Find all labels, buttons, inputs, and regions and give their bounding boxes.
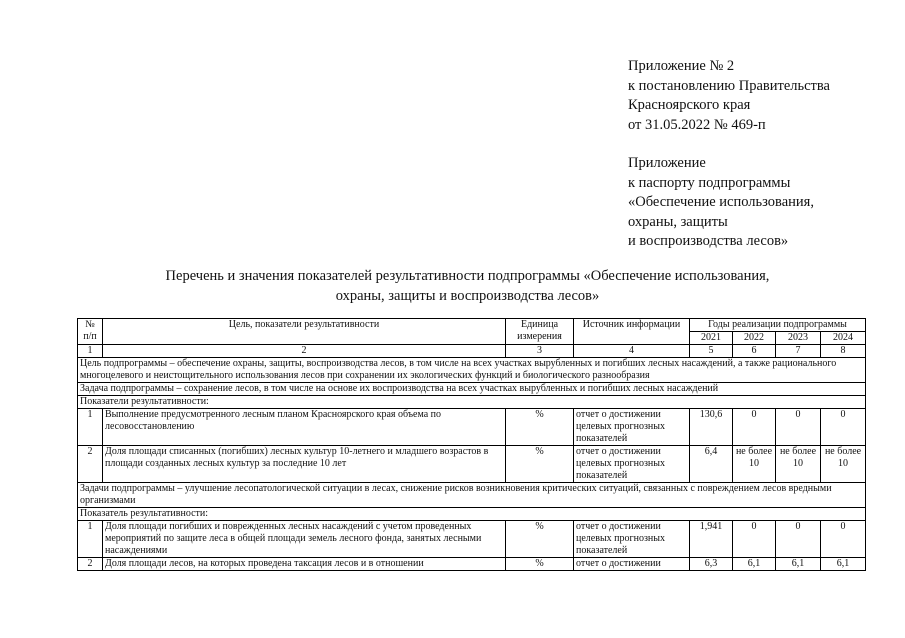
passport-line: и воспроизводства лесов»: [628, 233, 789, 249]
row-num: 1: [78, 409, 103, 446]
column-number: 8: [821, 345, 866, 358]
row-name: Доля площади погибших и поврежденных лесных насаждений с учетом проведенных мероприятий по защите леса в общей площади земель лесного фонда, занятых лесными насаждениями: [103, 521, 506, 558]
task-text: Задача подпрограммы – сохранение лесов, в том числе на основе их воспроизводства на всех участках вырубленных и погибших лесных насаждений: [78, 383, 866, 396]
row-name: Доля площади списанных (погибших) лесных культур 10-летнего и младшего возрастов в площади созданных лесных культур за последние 10 лет: [103, 446, 506, 483]
header-year: 2021: [690, 332, 733, 345]
appendix-line: Приложение № 2: [628, 58, 735, 74]
row-num: 2: [78, 446, 103, 483]
row-unit: %: [506, 558, 574, 571]
indicators-label: Показатели результативности:: [78, 396, 866, 409]
row-value-2022: 0: [733, 521, 776, 558]
row-value-2023: 0: [776, 409, 821, 446]
column-number-row: [78, 345, 866, 358]
row-source: отчет о достижении целевых прогнозных показателей: [574, 409, 690, 446]
task-row: [78, 483, 866, 508]
row-value-2021: 6,4: [690, 446, 733, 483]
appendix-line: к постановлению Правительства: [628, 77, 830, 94]
indicators-label: Показатель результативности:: [78, 508, 866, 521]
row-value-2021: 6,3: [690, 558, 733, 571]
row-value-2023: 6,1: [776, 558, 821, 571]
title-line: охраны, защиты и воспроизводства лесов»: [335, 288, 600, 304]
row-num: 2: [78, 558, 103, 571]
column-number: 6: [733, 345, 776, 358]
task-text: Задачи подпрограммы – улучшение лесопатологической ситуации в лесах, снижение рисков возникновения критических ситуаций, связанных с повреждением лесов вредными организмами: [78, 483, 866, 508]
header-years-group: Годы реализации подпрограммы: [690, 319, 866, 332]
row-value-2022: 0: [733, 409, 776, 446]
table-row: [78, 409, 866, 446]
appendix-line: Красноярского края: [628, 97, 751, 113]
row-value-2023: не более 10: [776, 446, 821, 483]
row-value-2024: не более 10: [821, 446, 866, 483]
passport-line: охраны, защиты: [628, 213, 728, 230]
table-row: [78, 521, 866, 558]
header-unit: Единица измерения: [506, 319, 574, 345]
row-source: отчет о достижении: [574, 558, 690, 571]
column-number: 5: [690, 345, 733, 358]
header-year: 2023: [776, 332, 821, 345]
document-title: [60, 266, 875, 306]
column-number: 1: [78, 345, 103, 358]
indicators-table: [77, 318, 866, 571]
appendix-block: [628, 57, 830, 252]
header-source: Источник информации: [574, 319, 690, 345]
indicators-label-row: [78, 508, 866, 521]
column-number: 3: [506, 345, 574, 358]
row-value-2022: не более 10: [733, 446, 776, 483]
row-unit: %: [506, 521, 574, 558]
row-num: 1: [78, 521, 103, 558]
header-num: № п/п: [78, 319, 103, 345]
header-row: [78, 319, 866, 332]
row-source: отчет о достижении целевых прогнозных показателей: [574, 446, 690, 483]
row-value-2024: 0: [821, 409, 866, 446]
row-source: отчет о достижении целевых прогнозных показателей: [574, 521, 690, 558]
indicators-label-row: [78, 396, 866, 409]
task-row: [78, 383, 866, 396]
row-name: Выполнение предусмотренного лесным планом Красноярского края объема по лесовосстановлению: [103, 409, 506, 446]
header-goal: Цель, показатели результативности: [103, 319, 506, 345]
passport-line: к паспорту подпрограммы: [628, 174, 791, 191]
row-name: Доля площади лесов, на которых проведена таксация лесов и в отношении: [103, 558, 506, 571]
row-value-2021: 1,941: [690, 521, 733, 558]
header-year: 2022: [733, 332, 776, 345]
row-value-2021: 130,6: [690, 409, 733, 446]
goal-row: [78, 358, 866, 383]
column-number: 4: [574, 345, 690, 358]
column-number: 2: [103, 345, 506, 358]
table-row: [78, 558, 866, 571]
row-unit: %: [506, 446, 574, 483]
row-value-2023: 0: [776, 521, 821, 558]
row-value-2024: 0: [821, 521, 866, 558]
column-number: 7: [776, 345, 821, 358]
row-unit: %: [506, 409, 574, 446]
table-row: [78, 446, 866, 483]
appendix-line: от 31.05.2022 № 469-п: [628, 116, 766, 133]
row-value-2022: 6,1: [733, 558, 776, 571]
passport-line: Приложение: [628, 155, 706, 171]
row-value-2024: 6,1: [821, 558, 866, 571]
passport-line: «Обеспечение использования,: [628, 194, 814, 210]
goal-text: Цель подпрограммы – обеспечение охраны, защиты, воспроизводства лесов, в том числе на всех участках вырубленных и погибших лесных насаждений, а также рационального многоцелевого и неистощительного использования лесов при сохранении их экологических функций и биологического разнообразия: [78, 358, 866, 383]
title-line: Перечень и значения показателей результативности подпрограммы «Обеспечение использования,: [165, 268, 770, 284]
header-year: 2024: [821, 332, 866, 345]
